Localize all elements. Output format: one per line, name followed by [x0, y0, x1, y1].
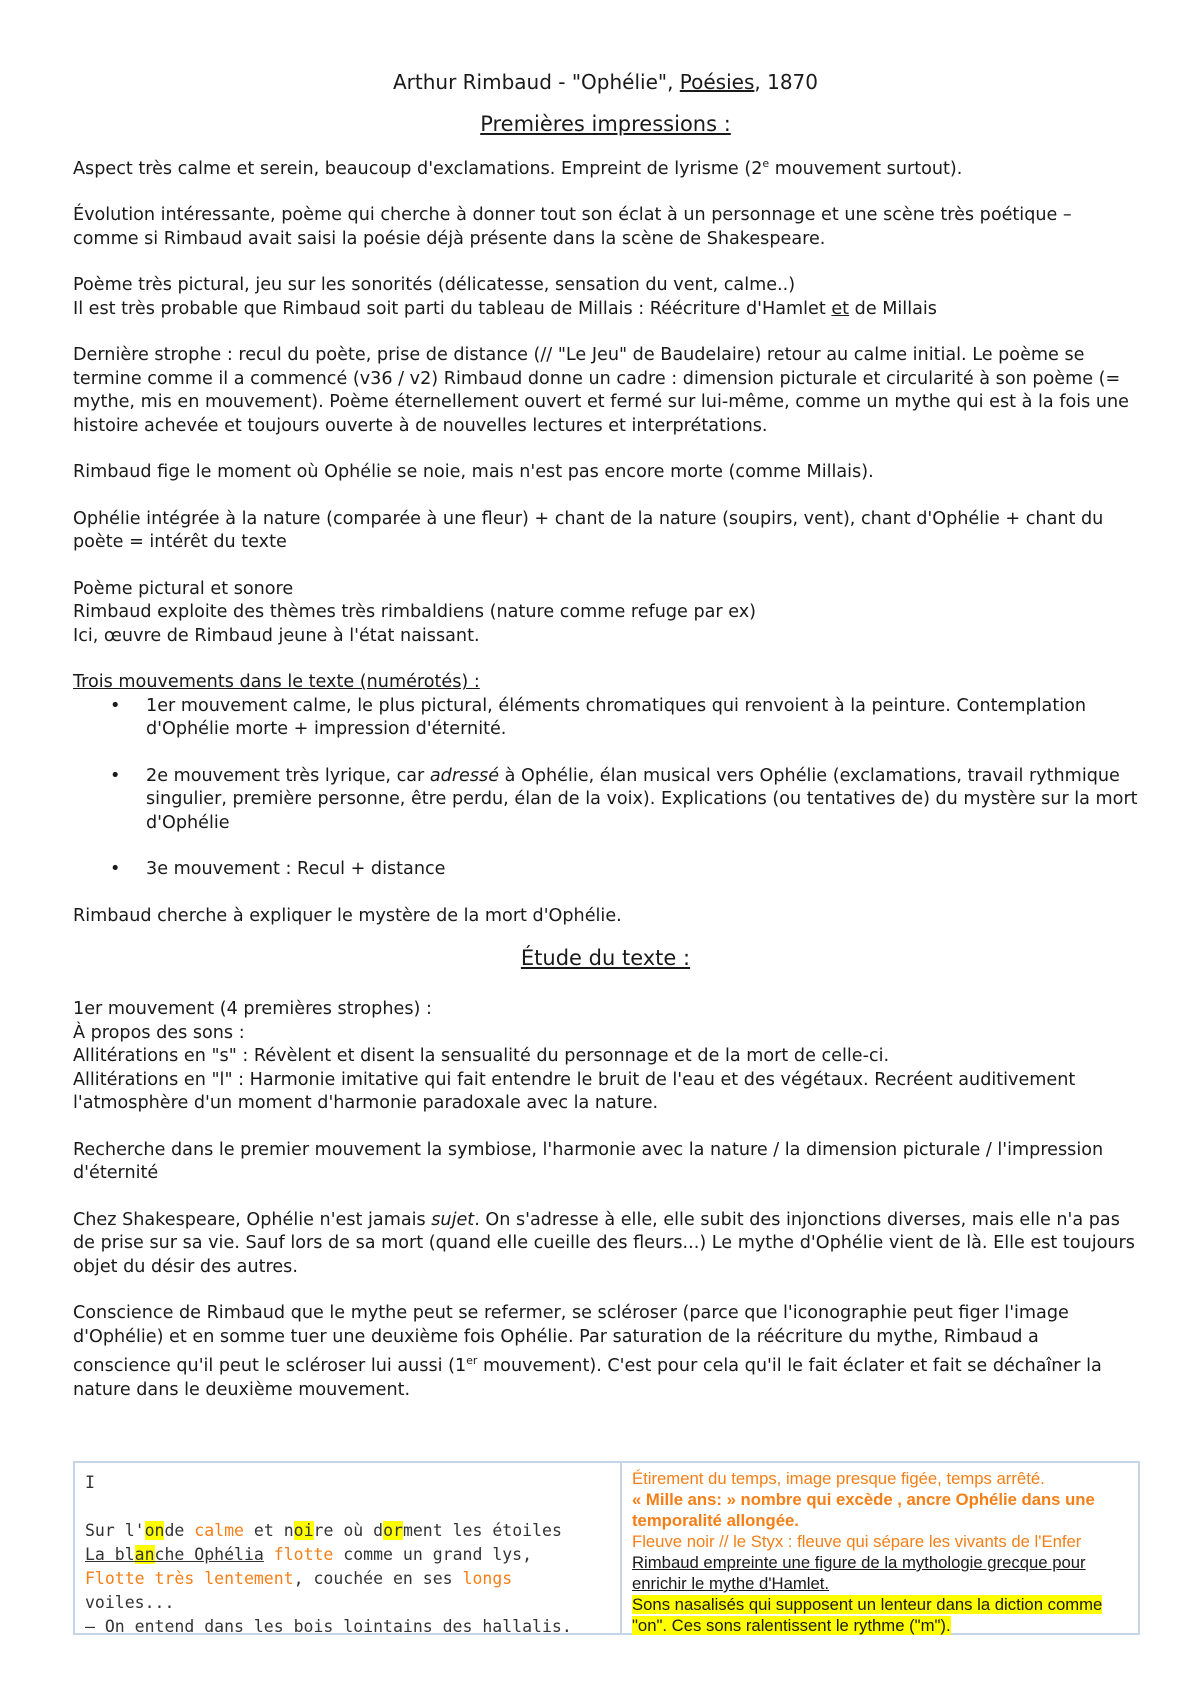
poem-line: Flotte très lentement, couchée en ses longs voiles... — [85, 1569, 513, 1612]
paragraph: Recherche dans le premier mouvement la symbiose, l'harmonie avec la nature / la dimension picturale / l'impression d'éternité — [73, 1139, 1104, 1184]
analysis-table — [73, 1461, 1140, 1635]
paragraph: Poème pictural et sonore Rimbaud exploite des thèmes très rimbaldiens (nature comme refuge par ex) Ici, œuvre de Rimbaud jeune à l'état naissant. — [73, 578, 757, 646]
analysis-note: « Mille ans: » nombre qui excède , ancre Ophélie dans une temporalité allongée. — [632, 1490, 1095, 1530]
paragraph: Évolution intéressante, poème qui cherche à donner tout son éclat à un personnage et une scène très poétique – comme si Rimbaud avait saisi la poésie déjà présente dans la scène de Shakespeare. — [73, 205, 1072, 249]
analysis-note: Fleuve noir // le Styx : fleuve qui sépare les vivants de l'Enfer — [632, 1532, 1082, 1551]
analysis-note: Étirement du temps, image presque figée, temps arrêté. — [632, 1469, 1045, 1488]
stanza-numeral: I — [85, 1473, 95, 1492]
analysis-note: Rimbaud empreinte une figure de la mythologie grecque pour enrichir le mythe d'Hamlet. — [632, 1553, 1086, 1593]
movements-heading: Trois mouvements dans le texte (numérotés) : — [73, 672, 480, 693]
paragraph: Chez Shakespeare, Ophélie n'est jamais sujet. On s'adresse à elle, elle subit des injonctions diverses, mais elle n'a pas de prise sur sa vie. Sauf lors de sa mort (quand elle cueille des fleurs...) Le mythe d'Ophélie vient de là. Elle est toujours objet du désir des autres. — [73, 1209, 1135, 1277]
paragraph: Conscience de Rimbaud que le mythe peut se refermer, se scléroser (parce que l'iconographie peut figer l'image d'Ophélie) et en somme tuer une deuxième fois Ophélie. Par saturation de la réécriture du mythe, Rimbaud a conscience qu'il peut le scléroser lui aussi (1er mouvement). C'est pour cela qu'il le fait éclater et fait se déchaîner la nature dans le deuxième mouvement. — [73, 1303, 1102, 1400]
analysis-note: Sons nasalisés qui supposent un lenteur dans la diction comme "on". Ces sons ralentissent le rythme ("m"). — [632, 1595, 1103, 1635]
poem-line: – On entend dans les bois lointains des hallalis. — [85, 1617, 572, 1636]
poem-line: Sur l'onde calme et noire où dorment les étoiles — [85, 1521, 562, 1540]
bullet-icon: • — [110, 765, 121, 786]
paragraph: Aspect très calme et serein, beaucoup d'exclamations. Empreint de lyrisme (2e mouvement surtout). — [73, 157, 963, 179]
bullet-icon: • — [110, 859, 121, 880]
paragraph: Dernière strophe : recul du poète, prise de distance (// "Le Jeu" de Baudelaire) retour au calme initial. Le poème se termine comme il a commencé (v36 / v2) Rimbaud donne un cadre : dimension picturale et circularité à son poème (= mythe, mis en mouvement). Poème éternellement ouvert et fermé sur lui-même, comme un mythe qui est à la fois une histoire achevée et toujours ouverte à de nouvelles lectures et interprétations. — [73, 345, 1129, 436]
paragraph: Poème très pictural, jeu sur les sonorités (délicatesse, sensation du vent, calme..) Il est très probable que Rimbaud soit parti du tableau de Millais : Réécriture d'Hamlet et de Millais — [73, 275, 937, 319]
list-item: • 1er mouvement calme, le plus pictural, éléments chromatiques qui renvoient à la peinture. Contemplation d'Ophélie morte + impression d'éternité. — [110, 695, 1087, 740]
section-heading-impressions: Premières impressions : — [480, 112, 731, 136]
poem-line: La blanche Ophélia flotte comme un grand lys, — [85, 1545, 533, 1564]
paragraph: Rimbaud fige le moment où Ophélie se noie, mais n'est pas encore morte (comme Millais). — [73, 462, 874, 483]
section-heading-study: Étude du texte : — [520, 946, 691, 971]
movements-list — [73, 695, 1138, 882]
paragraph: 1er mouvement (4 premières strophes) : À propos des sons : Allitérations en "s" : Révèlent et disent la sensualité du personnage et de la mort de celle-ci. Allitérations en "l" : Harmonie imitative qui fait entendre le bruit de l'eau et des végétaux. Recréent auditivement l'atmosphère d'un moment d'harmonie paradoxale avec la nature. — [73, 999, 1076, 1114]
document-body — [73, 70, 1138, 1425]
poem-cell — [75, 1463, 622, 1636]
bullet-icon: • — [110, 695, 121, 716]
analysis-cell — [622, 1463, 1138, 1633]
paragraph: Ophélie intégrée à la nature (comparée à une fleur) + chant de la nature (soupirs, vent), chant d'Ophélie + chant du poète = intérêt du texte — [73, 508, 1104, 553]
page-title: Arthur Rimbaud - "Ophélie", Poésies, 1870 — [392, 70, 819, 94]
paragraph: Rimbaud cherche à expliquer le mystère de la mort d'Ophélie. — [73, 905, 622, 926]
list-item: • 3e mouvement : Recul + distance — [73, 858, 1138, 882]
collection-title: Poésies — [679, 70, 755, 94]
list-item: • 2e mouvement très lyrique, car adressé à Ophélie, élan musical vers Ophélie (exclamations, travail rythmique singulier, première personne, être perdu, élan de la voix). Explications (ou tentatives de) du mystère sur la mort d'Ophélie — [110, 765, 1138, 833]
